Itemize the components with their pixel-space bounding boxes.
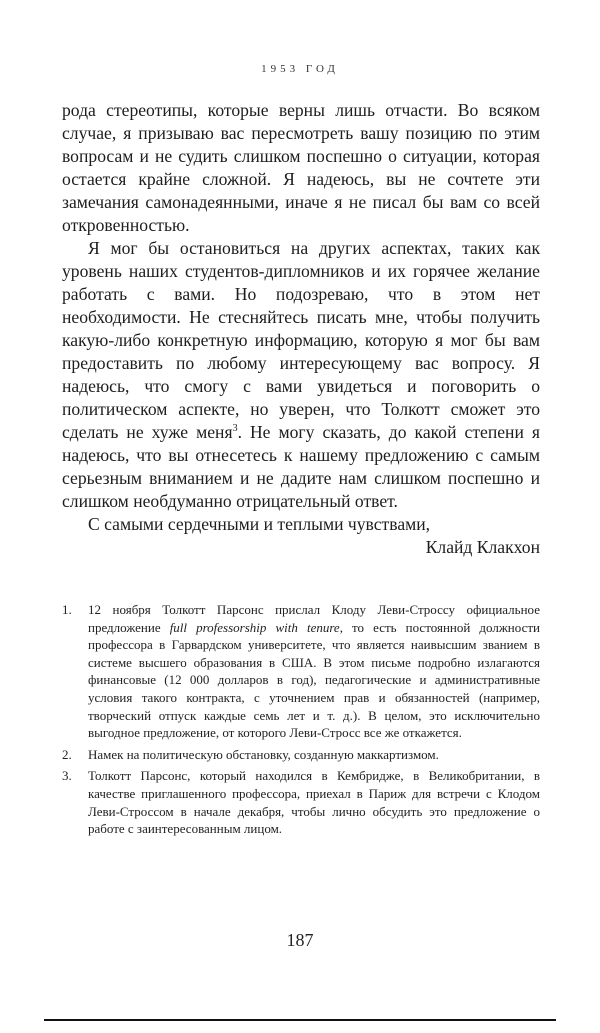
paragraph-aspects-text: Я мог бы остановиться на других аспектах, таких как уровень наших студентов-дипломников и их горячее желание работать с вами. Но подозреваю, что в этом нет необходимости. Не стесняйтесь писать мне, чтобы получить какую-либо конкретную информацию, которую я мог бы вам предоставить по любому интересующему вас вопросу. Я надеюсь, что смогу с вами увидеться и поговорить о политическом аспекте, но уверен, что Толкотт сможет это сделать не хуже меня (62, 238, 540, 442)
paragraph-continued: рода стереотипы, которые верны лишь отчасти. Во всяком случае, я призываю вас пересмотреть вашу позицию по этим вопросам и не судить слишком поспешно о ситуации, которая остается крайне сложной. Я надеюсь, вы не сочтете эти замечания самонадеянными, иначе я не писал бы вам со всей откровенностью. (62, 100, 540, 235)
page-number: 187 (286, 930, 314, 950)
footnotes (62, 601, 540, 842)
footnote-1 (62, 601, 540, 742)
footnote-number: 2. (62, 746, 72, 762)
paragraph-aspects (62, 237, 540, 513)
footnote-number: 1. (62, 602, 72, 617)
closing-line: С самыми сердечными и теплыми чувствами, (88, 514, 431, 534)
footnote-italic-term: full professorship with tenure (169, 619, 340, 635)
signature: Клайд Клакхон (425, 537, 540, 557)
footnote-text: Намек на политическую обстановку, созданную маккартизмом. (88, 746, 439, 762)
footnote-number: 3. (62, 768, 72, 784)
footnote-2 (62, 746, 540, 764)
paragraph-aspects-text-end: . Не могу сказать, до какой степени я надеюсь, что вы отнесетесь к нашему предложению с самым серьезным вниманием и не дадите нам слишком поспешно и слишком необдуманно отрицательный ответ. (62, 422, 540, 511)
footnote-text-part: 12 ноября Толкотт Парсонс прислал Клоду Леви-Строссу официальное предложение (88, 602, 540, 635)
footnote-3 (62, 767, 540, 837)
letter-body (62, 99, 540, 559)
running-head: 1953 ГОД (261, 63, 339, 75)
footnote-ref-3[interactable]: 3 (232, 423, 238, 435)
bottom-rule (44, 1019, 556, 1021)
footnote-text-part: , то есть постоянной должности профессора в Гарвардском университете, что является наивысшим званием в системе высшего образования в США. В этом письме подробно излагаются финансовые (12 000 долларов в год), педагогические и административные условия такого контракта, с уточнением прав и обязанностей (например, творческий отпуск каждые семь лет и т. д.). В целом, это исключительно выгодное предложение, от которого Леви-Стросс все же откажется. (88, 619, 540, 741)
footnote-text (88, 601, 540, 742)
footnote-text: Толкотт Парсонс, который находился в Кембридже, в Великобритании, в качестве приглашенного профессора, приехал в Париж для встречи с Клодом Леви-Строссом в начале декабря, чтобы лично обсудить это предложение о работе с заинтересованным лицом. (88, 768, 540, 837)
